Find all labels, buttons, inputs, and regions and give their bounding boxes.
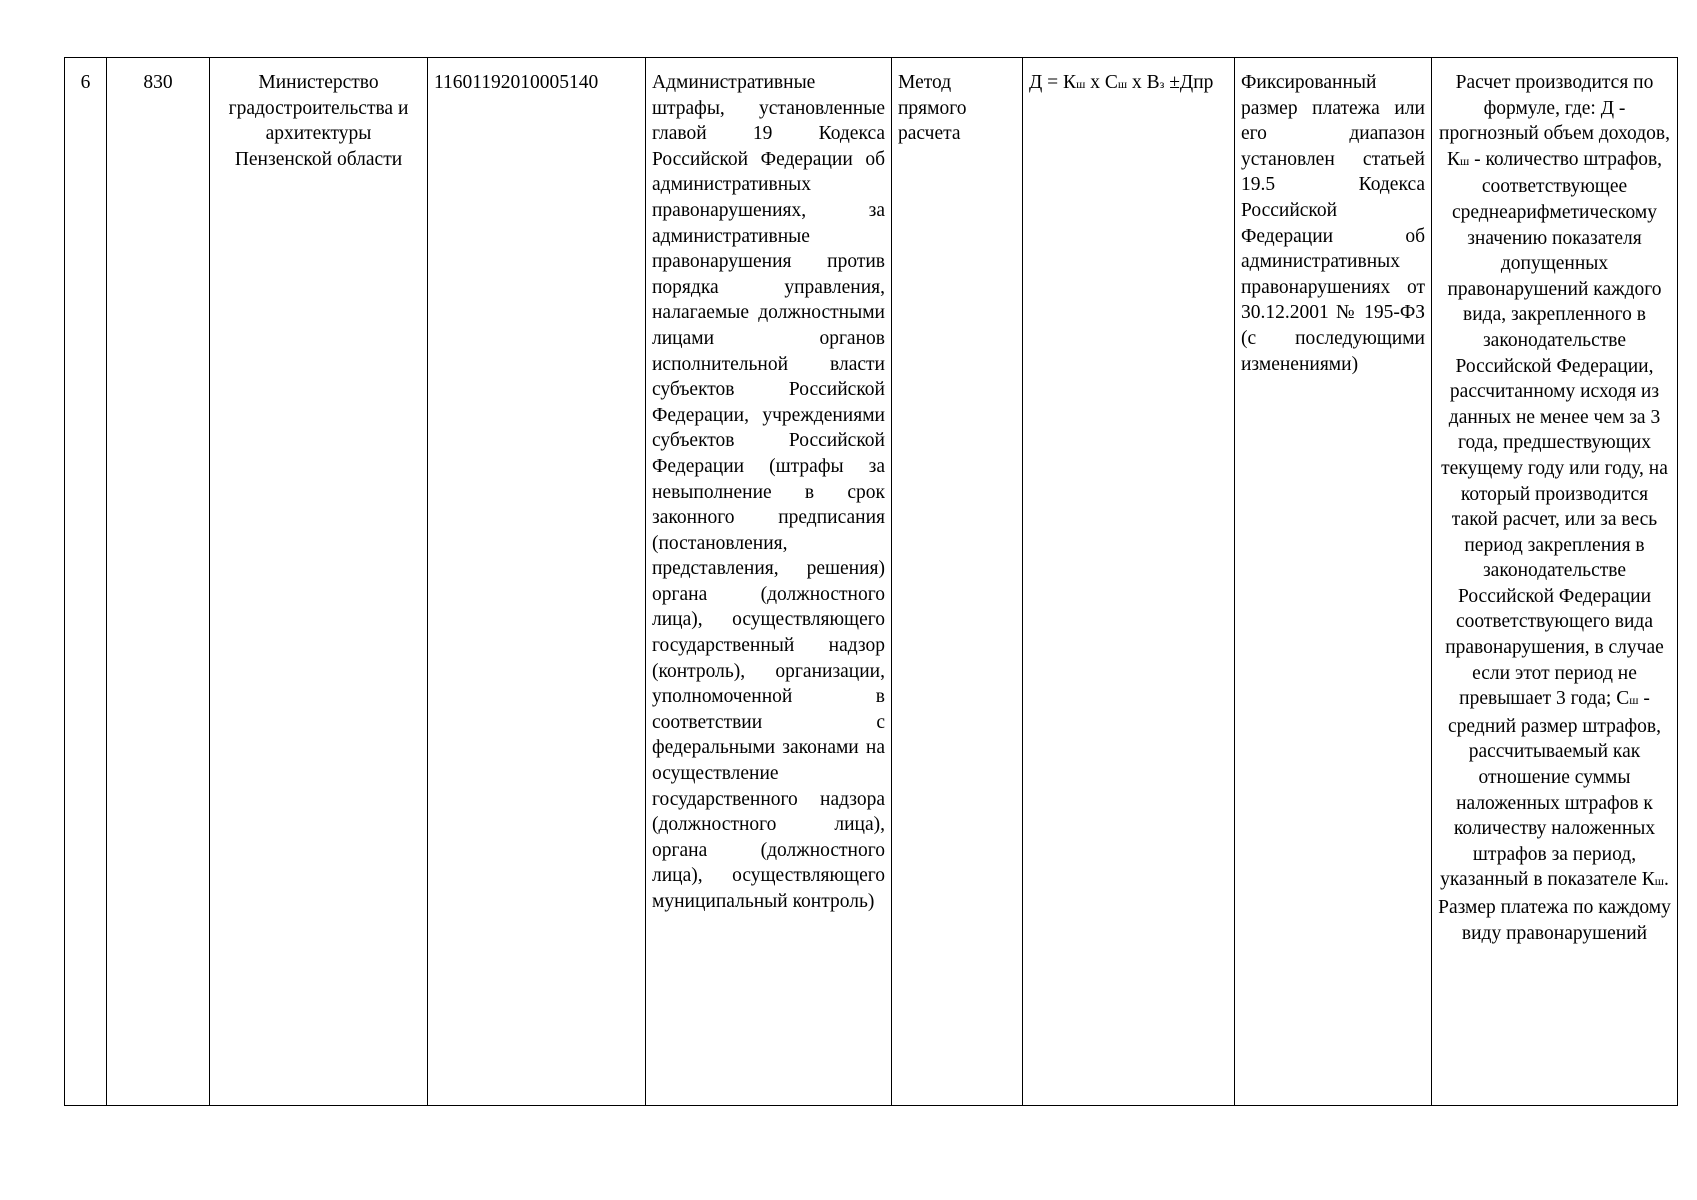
formula-subscript: ш xyxy=(1117,77,1128,91)
admin-code-cell xyxy=(107,58,210,1106)
kbk-code: 11601192010005140 xyxy=(434,72,599,93)
method-cell xyxy=(892,58,1023,1106)
formula-cell xyxy=(1023,58,1235,1106)
organization-name: Министерство градостроительства и архитектуры Пензенской области xyxy=(228,72,409,170)
formula-part: ±Дпр xyxy=(1164,72,1214,93)
kbk-cell xyxy=(428,58,646,1106)
description-cell xyxy=(1432,58,1678,1106)
formula-part: х В xyxy=(1127,72,1160,93)
calculation-method: Метод прямого расчета xyxy=(898,72,967,145)
formula-subscript: з xyxy=(1159,77,1165,91)
description-subscript: ш xyxy=(1654,874,1664,889)
formula-part: х С xyxy=(1085,72,1118,93)
description-part: . Размер платежа по каждому виду правонарушений xyxy=(1438,869,1671,944)
organization-cell xyxy=(210,58,428,1106)
description-subscript: ш xyxy=(1629,693,1639,708)
description-subscript: ш xyxy=(1459,153,1470,168)
formula-subscript: ш xyxy=(1076,77,1086,91)
income-name-cell xyxy=(646,58,892,1106)
revenue-method-table xyxy=(64,57,1678,1106)
description-part: - количество штрафов, соответствующее среднеарифметическому значению показателя допущенных правонарушений каждого вида, закрепленного в законодательстве Российской Федерации, рассчитанному исходя из данных не менее чем за 3 года, предшествующих текущему году или году, на который производится такой расчет, или за весь период закрепления в законодательстве Российской Федерации соответствующего вида правонарушения, в случае если этот период не превышает 3 года; С xyxy=(1441,148,1668,710)
formula-part: Д = К xyxy=(1029,72,1077,93)
formula xyxy=(1029,72,1213,93)
legal-basis: Фиксированный размер платежа или его диапазон установлен статьей 19.5 Кодекса Российской Федерации об административных правонарушениях от 30.12.2001 № 195-ФЗ (с последующими изменениями) xyxy=(1241,72,1425,375)
income-name: Административные штрафы, установленные главой 19 Кодекса Российской Федерации об административных правонарушениях, за административные правонарушения против порядка управления, налагаемые должностными лицами органов исполнительной власти субъектов Российской Федерации, учреждениями субъектов Российской Федерации (штрафы за невыполнение в срок законного предписания (постановления, представления, решения) органа (должностного лица), осуществляющего государственный надзор (контроль), организации, уполномоченной в соответствии с федеральными законами на осуществление государственного надзора (должностного лица), органа (должностного лица), осуществляющего муниципальный контроль) xyxy=(652,72,885,912)
basis-cell xyxy=(1235,58,1432,1106)
calculation-description xyxy=(1438,72,1671,944)
admin-code: 830 xyxy=(143,72,173,93)
description-part: Расчет производится по формуле, где: Д - прогнозный объем доходов, К xyxy=(1439,72,1670,170)
row-number-cell xyxy=(65,58,107,1106)
row-number: 6 xyxy=(80,72,91,93)
table-row xyxy=(65,58,1678,1106)
description-part: - средний размер штрафов, рассчитываемый как отношение суммы наложенных штрафов к количеству наложенных штрафов за период, указанный в показателе К xyxy=(1440,688,1661,891)
